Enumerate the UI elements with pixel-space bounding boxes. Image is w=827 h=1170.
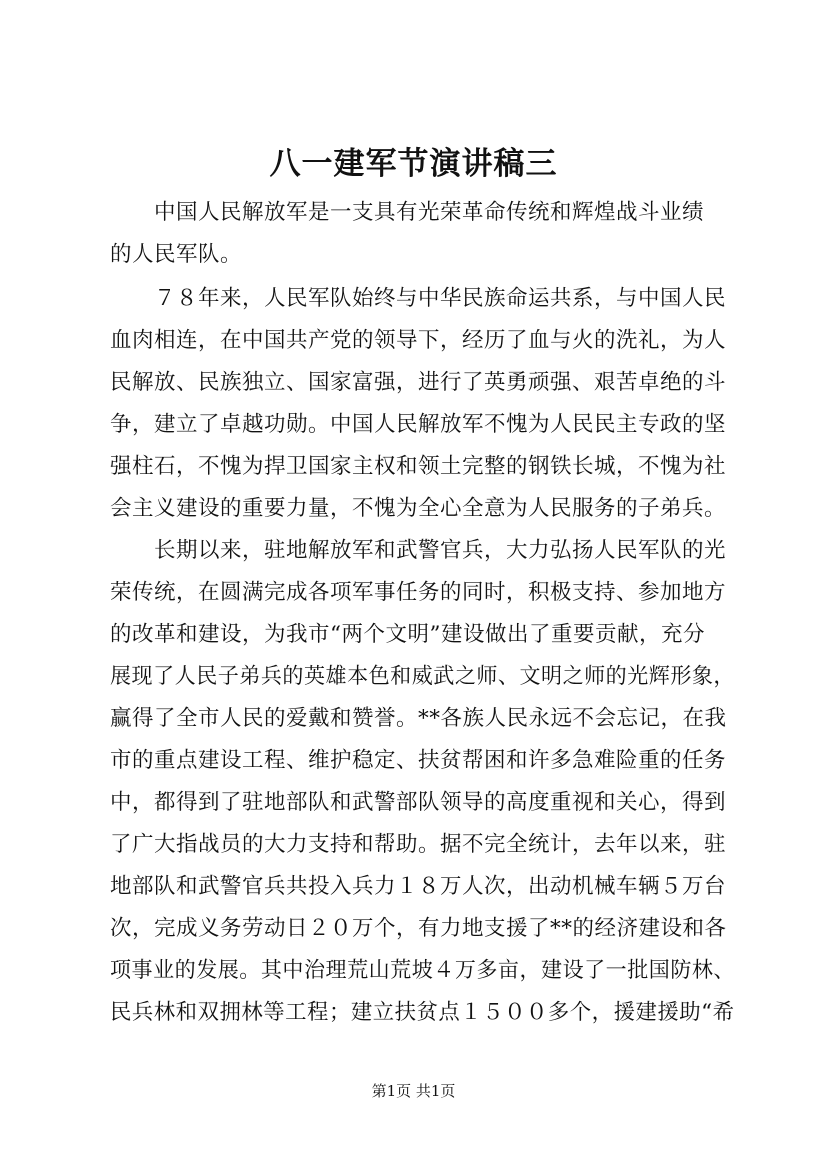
body-line-17: 地部队和武警官兵共投入兵力１８万人次，出动机械车辆５万台	[110, 874, 727, 899]
body-line-8: 会主义建设的重要力量，不愧为全心全意为人民服务的子弟兵。	[110, 496, 727, 521]
document-title: 八一建军节演讲稿三	[269, 146, 558, 182]
body-line-7: 强柱石，不愧为捍卫国家主权和领土完整的钢铁长城，不愧为社	[110, 454, 727, 479]
body-line-5: 民解放、民族独立、国家富强，进行了英勇顽强、艰苦卓绝的斗	[110, 370, 727, 395]
body-line-3: ７８年来，人民军队始终与中华民族命运共系，与中国人民	[110, 286, 727, 311]
body-line-9: 长期以来，驻地解放军和武警官兵，大力弘扬人民军队的光	[110, 538, 727, 563]
body-line-2: 的人民军队。	[110, 242, 243, 267]
body-line-6: 争，建立了卓越功勋。中国人民解放军不愧为人民民主专政的坚	[110, 412, 727, 437]
body-line-1: 中国人民解放军是一支具有光荣革命传统和辉煌战斗业绩	[110, 200, 705, 225]
body-line-10: 荣传统，在圆满完成各项军事任务的同时，积极支持、参加地方	[110, 580, 727, 605]
body-line-19: 项事业的发展。其中治理荒山荒坡４万多亩，建设了一批国防林、	[110, 958, 736, 983]
body-line-13: 赢得了全市人民的爱戴和赞誉。**各族人民永远不会忘记，在我	[110, 706, 727, 731]
body-line-12: 展现了人民子弟兵的英雄本色和威武之师、文明之师的光辉形象，	[110, 664, 736, 689]
body-line-16: 了广大指战员的大力支持和帮助。据不完全统计，去年以来，驻	[110, 832, 727, 857]
body-line-14: 市的重点建设工程、维护稳定、扶贫帮困和许多急难险重的任务	[110, 748, 727, 773]
body-line-4: 血肉相连，在中国共产党的领导下，经历了血与火的洗礼，为人	[110, 328, 727, 353]
page-number-footer: 第1页 共1页	[371, 1082, 456, 1100]
body-line-18: 次，完成义务劳动日２０万个，有力地支援了**的经济建设和各	[110, 916, 727, 941]
body-line-20: 民兵林和双拥林等工程；建立扶贫点１５００多个，援建援助“希	[110, 1000, 735, 1025]
body-line-15: 中，都得到了驻地部队和武警部队领导的高度重视和关心，得到	[110, 790, 727, 815]
body-line-11: 的改革和建设，为我市“两个文明”建设做出了重要贡献，充分	[110, 622, 705, 647]
